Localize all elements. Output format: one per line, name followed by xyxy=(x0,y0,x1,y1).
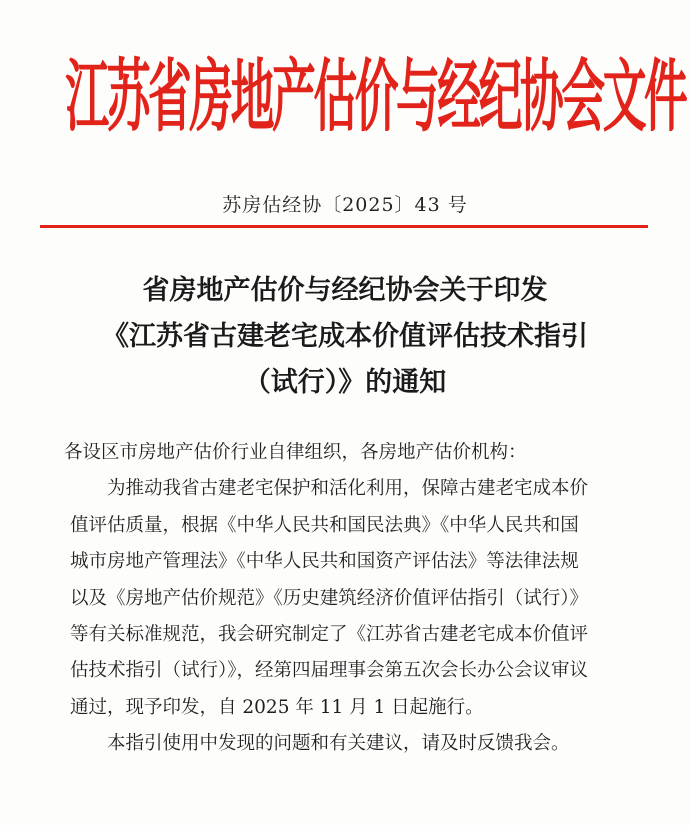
paragraph-1-line: 以及《房地产估价规范》《历史建筑经济价值评估指引（试行）》 xyxy=(70,587,589,609)
title-line-2: 《江苏省古建老宅成本价值评估技术指引 xyxy=(102,321,588,352)
paragraph-1-line: 等有关标准规范，我会研究制定了《江苏省古建老宅成本价值评 xyxy=(70,624,589,646)
notice-body xyxy=(64,435,650,763)
paragraph-1-line: 为推动我省古建老宅保护和活化利用，保障古建老宅成本价 xyxy=(107,478,589,500)
paragraph-1-line: 城市房地产管理法》《中华人民共和国资产评估法》等法律法规 xyxy=(70,551,579,573)
paragraph-1-line: 值评估质量，根据《中华人民共和国民法典》《中华人民共和国 xyxy=(70,514,579,536)
paragraph-1-line: 通过，现予印发，自 2025 年 11 月 1 日起施行。 xyxy=(70,696,484,718)
document-number: 苏房估经协〔2025〕43 号 xyxy=(222,194,468,216)
notice-title xyxy=(0,268,690,406)
paragraph-2: 本指引使用中发现的问题和有关建议，请及时反馈我会。 xyxy=(107,733,570,755)
paragraph-1-line: 估技术指引（试行）》，经第四届理事会第五次会长办公会议审议 xyxy=(70,660,589,682)
title-line-1: 省房地产估价与经纪协会关于印发 xyxy=(142,275,548,306)
title-line-3: （试行）》的通知 xyxy=(243,367,447,398)
red-separator-line xyxy=(40,225,648,228)
salutation: 各设区市房地产估价行业自律组织，各房地产估价机构： xyxy=(64,442,527,463)
masthead-title: 江苏省房地产估价与经纪协会文件 xyxy=(65,50,686,143)
